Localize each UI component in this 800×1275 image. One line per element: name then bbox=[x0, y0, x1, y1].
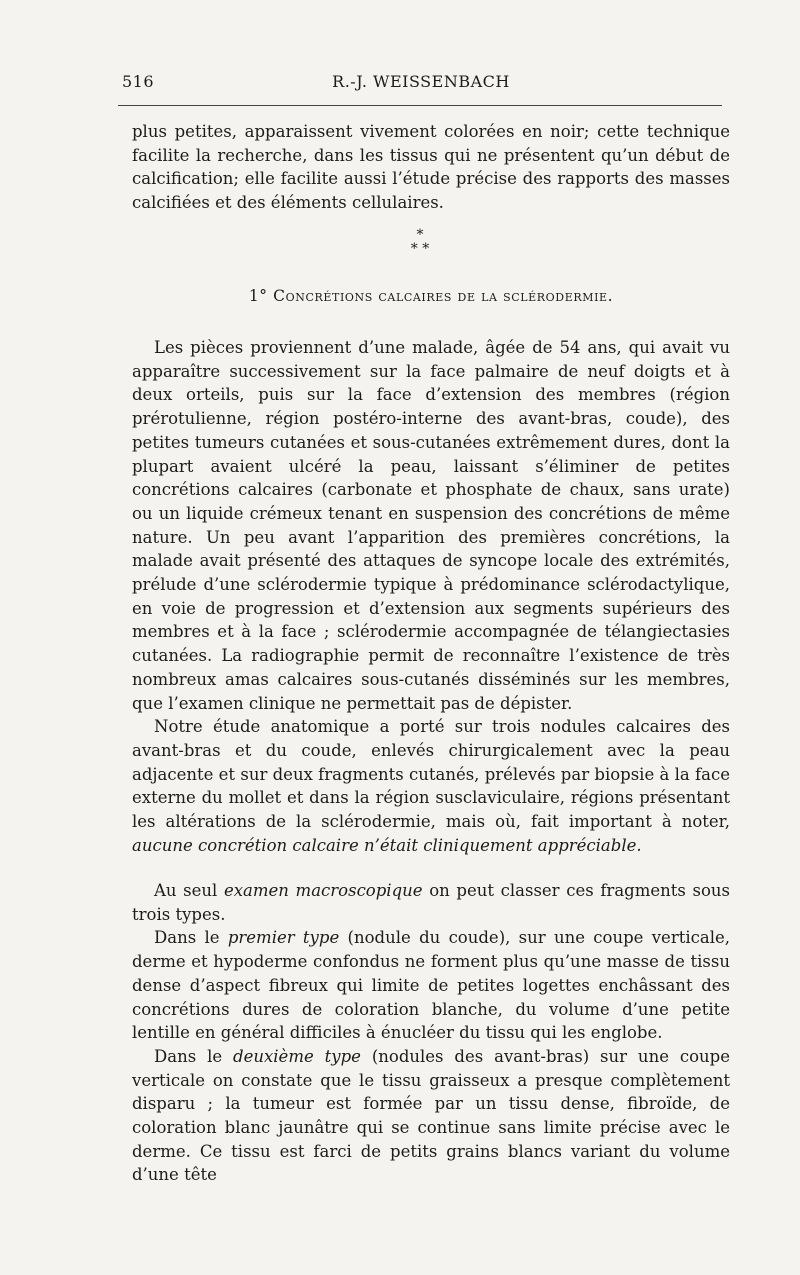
intro-block bbox=[132, 120, 730, 215]
type1-before: Dans le bbox=[154, 928, 228, 948]
running-title: R.-J. WEISSENBACH bbox=[332, 72, 510, 91]
section-number: 1° bbox=[248, 287, 268, 305]
paragraph-type1 bbox=[132, 926, 730, 1045]
macro-emphasis: examen macroscopique bbox=[223, 881, 423, 900]
macro-block bbox=[132, 879, 730, 1187]
asterism-top: * bbox=[416, 227, 424, 243]
paragraph-type2 bbox=[132, 1045, 730, 1187]
paragraph-intro: plus petites, apparaissent vivement colorées en noir; cette technique facilite la recherche, dans les tissus qui ne présentent qu’un début de calcification; elle facilite aussi l’étude précise des rapports des masses calcifiées et des éléments cellulaires. bbox=[132, 122, 730, 213]
asterism-bottom: * * bbox=[410, 241, 430, 257]
page-header bbox=[122, 72, 720, 91]
study-emphasis: aucune concrétion calcaire n’était cliniquement appréciable. bbox=[132, 835, 642, 855]
paragraph-case: Les pièces proviennent d’une malade, âgée de 54 ans, qui avait vu apparaître successivement sur la face palmaire de neuf doigts et à deux orteils, puis sur la face d’extension des membres (région prérotulienne, région postéro-interne des avant-bras, coude), des petites tumeurs cutanées et sous-cutanées extrêmement dures, dont la plupart avaient ulcéré la peau, laissant s’éliminer de petites concrétions calcaires (carbonate et phosphate de chaux, sans urate) ou un liquide crémeux tenant en suspension des concrétions de même nature. Un peu avant l’apparition des premières concrétions, la malade avait présenté des attaques de syncope locale des extrémités, prélude d’une sclérodermie typique à prédominance sclérodactylique, en voie de progression et d’extension aux segments supérieurs des membres et à la face ; sclérodermie accompagnée de télangiectasies cutanées. La radiographie permit de reconnaître l’existence de très nombreux amas calcaires sous-cutanés disséminés sur les membres, que l’examen clinique ne permettait pas de dépister. bbox=[132, 338, 730, 713]
section-title: Concrétions calcaires de la sclérodermie. bbox=[273, 287, 614, 305]
study-text: Notre étude anatomique a porté sur trois nodules calcaires des avant-bras et du coude, enlevés chirurgicalement avec la peau adjacente et sur deux fragments cutanés, prélevés par biopsie à la face externe du mollet et dans la région susclaviculaire, régions présentant les altérations de la sclérodermie, mais où, fait important à noter, bbox=[132, 717, 730, 832]
header-rule bbox=[118, 105, 722, 106]
paragraph-study bbox=[132, 715, 730, 857]
asterism-separator bbox=[390, 228, 450, 256]
type2-before: Dans le bbox=[154, 1046, 234, 1066]
section-heading bbox=[132, 287, 730, 305]
type1-emphasis: premier type bbox=[227, 928, 340, 948]
type1-after: (nodule du coude), sur une coupe verticale, derme et hypoderme confondus ne forment plus qu’une masse de tissu dense d’aspect fibreux qui limite de petites logettes enchâssant des concrétions dures de coloration blanche, du volume d’une petite lentille en général difficiles à énucléer du tissu qui les englobe. bbox=[132, 928, 730, 1043]
paragraph-macro bbox=[132, 879, 730, 926]
case-block bbox=[132, 336, 730, 857]
macro-after: on peut classer ces fragments sous trois types. bbox=[132, 881, 730, 924]
type2-after: (nodules des avant-bras) sur une coupe verticale on constate que le tissu graisseux a presque complètement disparu ; la tumeur est formée par un tissu dense, fibroïde, de coloration blanc jaunâtre qui se continue sans limite précise avec le derme. Ce tissu est farci de petits grains blancs variant du volume d’une tête bbox=[132, 1046, 730, 1185]
type2-emphasis: deuxième type bbox=[233, 1046, 361, 1066]
macro-before: Au seul bbox=[154, 881, 224, 900]
page-number: 516 bbox=[122, 72, 155, 91]
